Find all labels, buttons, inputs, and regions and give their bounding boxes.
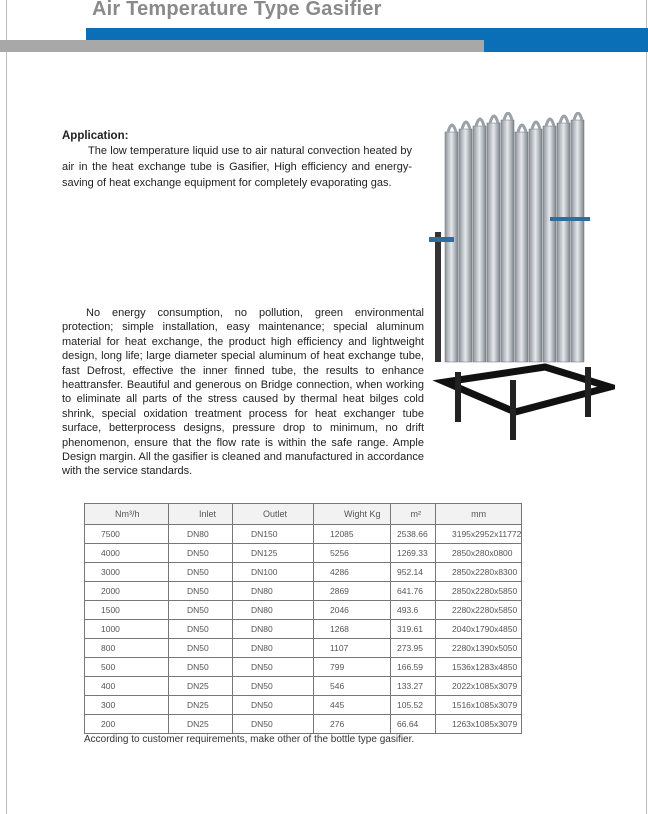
table-header-row bbox=[85, 504, 522, 525]
features-text: No energy consumption, no pollution, green environmental protection; simple installation, easy maintenance; special aluminum material for heat exchange, the product high efficiency and lightweight design, long life; large diameter special aluminum of heat exchange tube, fast Defrost, effective the inner finned tube, the results to enhance heattransfer. Beautiful and generous on Bridge connection, when working to eliminate all parts of the stress caused by thermal heat bilges cold shrink, special oxidation treatment process for heat exchanger tube surface, betterprocess designs, pressure drop to minimum, no drift phenomenon, ensure that the flow rate is within the safe range. Ample Design margin. All the gasifier is cleaned and manufactured in accordance with the service standards. bbox=[62, 307, 424, 478]
cell-flow: 400 bbox=[85, 677, 169, 696]
col-inlet: Inlet bbox=[169, 504, 233, 525]
cell-dimensions: 1536x1283x4850 bbox=[436, 658, 522, 677]
tube-bend bbox=[532, 122, 540, 129]
finned-tube bbox=[459, 129, 472, 362]
cell-area: 641.76 bbox=[391, 582, 436, 601]
cell-dimensions: 1516x1085x3079 bbox=[436, 696, 522, 715]
col-dimensions: mm bbox=[436, 504, 522, 525]
gasifier-product-image bbox=[425, 112, 615, 452]
cell-flow: 1500 bbox=[85, 601, 169, 620]
cell-inlet: DN25 bbox=[169, 696, 233, 715]
col-flow: Nm³/h bbox=[85, 504, 169, 525]
specification-table bbox=[84, 503, 522, 734]
cell-weight: 4286 bbox=[314, 563, 391, 582]
cell-inlet: DN25 bbox=[169, 677, 233, 696]
cell-weight: 546 bbox=[314, 677, 391, 696]
application-heading: Application: bbox=[62, 130, 129, 142]
cell-inlet: DN50 bbox=[169, 639, 233, 658]
cell-area: 493.6 bbox=[391, 601, 436, 620]
tube-bend bbox=[504, 113, 512, 120]
table-row bbox=[85, 601, 522, 620]
cell-flow: 300 bbox=[85, 696, 169, 715]
finned-tube bbox=[445, 132, 458, 362]
cell-area: 952.14 bbox=[391, 563, 436, 582]
right-border bbox=[646, 0, 647, 814]
cell-inlet: DN25 bbox=[169, 715, 233, 734]
cell-weight: 1268 bbox=[314, 620, 391, 639]
cell-weight: 5256 bbox=[314, 544, 391, 563]
cell-weight: 12085 bbox=[314, 525, 391, 544]
cell-outlet: DN50 bbox=[233, 658, 314, 677]
cell-inlet: DN50 bbox=[169, 582, 233, 601]
page-title: Air Temperature Type Gasifier bbox=[92, 0, 382, 20]
finned-tube bbox=[501, 120, 514, 362]
cell-area: 1269.33 bbox=[391, 544, 436, 563]
cell-flow: 500 bbox=[85, 658, 169, 677]
tube-bend bbox=[560, 116, 568, 123]
tube-bend bbox=[574, 113, 582, 120]
cell-outlet: DN100 bbox=[233, 563, 314, 582]
cell-weight: 799 bbox=[314, 658, 391, 677]
cell-dimensions: 2280x2280x5850 bbox=[436, 601, 522, 620]
finned-tube bbox=[557, 123, 570, 362]
cell-outlet: DN150 bbox=[233, 525, 314, 544]
col-weight: Wight Kg bbox=[314, 504, 391, 525]
cell-area: 2538.66 bbox=[391, 525, 436, 544]
cell-inlet: DN80 bbox=[169, 525, 233, 544]
cell-flow: 200 bbox=[85, 715, 169, 734]
cell-weight: 1107 bbox=[314, 639, 391, 658]
cell-dimensions: 2850x2280x8300 bbox=[436, 563, 522, 582]
application-text: The low temperature liquid use to air natural convection heated by air in the heat exchange tube is Gasifier, High efficiency and energy-saving of heat exchange equipment for completely evaporating gas. bbox=[62, 145, 412, 189]
table-row bbox=[85, 639, 522, 658]
cell-flow: 7500 bbox=[85, 525, 169, 544]
table-row bbox=[85, 715, 522, 734]
cell-inlet: DN50 bbox=[169, 544, 233, 563]
cell-weight: 445 bbox=[314, 696, 391, 715]
footer-note: According to customer requirements, make other of the bottle type gasifier. bbox=[84, 734, 415, 745]
finned-tube bbox=[571, 120, 584, 362]
cell-dimensions: 1263x1085x3079 bbox=[436, 715, 522, 734]
cell-inlet: DN50 bbox=[169, 563, 233, 582]
cell-flow: 2000 bbox=[85, 582, 169, 601]
table-row bbox=[85, 582, 522, 601]
cell-flow: 3000 bbox=[85, 563, 169, 582]
cell-area: 105.52 bbox=[391, 696, 436, 715]
table-row bbox=[85, 544, 522, 563]
cell-area: 66.64 bbox=[391, 715, 436, 734]
tube-bend bbox=[476, 119, 484, 126]
table-row bbox=[85, 677, 522, 696]
cell-outlet: DN80 bbox=[233, 620, 314, 639]
left-border bbox=[6, 0, 7, 814]
cell-dimensions: 2040x1790x4850 bbox=[436, 620, 522, 639]
cell-inlet: DN50 bbox=[169, 620, 233, 639]
cell-outlet: DN50 bbox=[233, 696, 314, 715]
tube-bend bbox=[462, 122, 470, 129]
cell-area: 273.95 bbox=[391, 639, 436, 658]
finned-tube bbox=[487, 123, 500, 362]
cell-outlet: DN50 bbox=[233, 715, 314, 734]
cell-outlet: DN50 bbox=[233, 677, 314, 696]
cell-dimensions: 2850x2280x5850 bbox=[436, 582, 522, 601]
cell-dimensions: 3195x2952x11772 bbox=[436, 525, 522, 544]
cell-dimensions: 2850x280x0800 bbox=[436, 544, 522, 563]
tube-bend bbox=[546, 119, 554, 126]
col-area: m² bbox=[391, 504, 436, 525]
cell-weight: 276 bbox=[314, 715, 391, 734]
finned-tube bbox=[515, 132, 528, 362]
cell-outlet: DN125 bbox=[233, 544, 314, 563]
col-outlet: Outlet bbox=[233, 504, 314, 525]
table-row bbox=[85, 525, 522, 544]
cell-flow: 800 bbox=[85, 639, 169, 658]
cell-inlet: DN50 bbox=[169, 601, 233, 620]
cell-area: 319.61 bbox=[391, 620, 436, 639]
table-row bbox=[85, 658, 522, 677]
table-row bbox=[85, 563, 522, 582]
cell-outlet: DN80 bbox=[233, 582, 314, 601]
cell-weight: 2046 bbox=[314, 601, 391, 620]
cell-flow: 1000 bbox=[85, 620, 169, 639]
finned-tube bbox=[543, 126, 556, 362]
finned-tube bbox=[473, 126, 486, 362]
cell-inlet: DN50 bbox=[169, 658, 233, 677]
table-row bbox=[85, 696, 522, 715]
finned-tube bbox=[529, 129, 542, 362]
tube-bend bbox=[448, 125, 456, 132]
tube-bend bbox=[518, 125, 526, 132]
table-row bbox=[85, 620, 522, 639]
gray-header-bar bbox=[0, 40, 484, 52]
cell-outlet: DN80 bbox=[233, 639, 314, 658]
cell-area: 166.59 bbox=[391, 658, 436, 677]
cell-flow: 4000 bbox=[85, 544, 169, 563]
tube-bend bbox=[490, 116, 498, 123]
cell-area: 133.27 bbox=[391, 677, 436, 696]
cell-dimensions: 2022x1085x3079 bbox=[436, 677, 522, 696]
cell-outlet: DN80 bbox=[233, 601, 314, 620]
cell-dimensions: 2280x1390x5050 bbox=[436, 639, 522, 658]
cell-weight: 2869 bbox=[314, 582, 391, 601]
